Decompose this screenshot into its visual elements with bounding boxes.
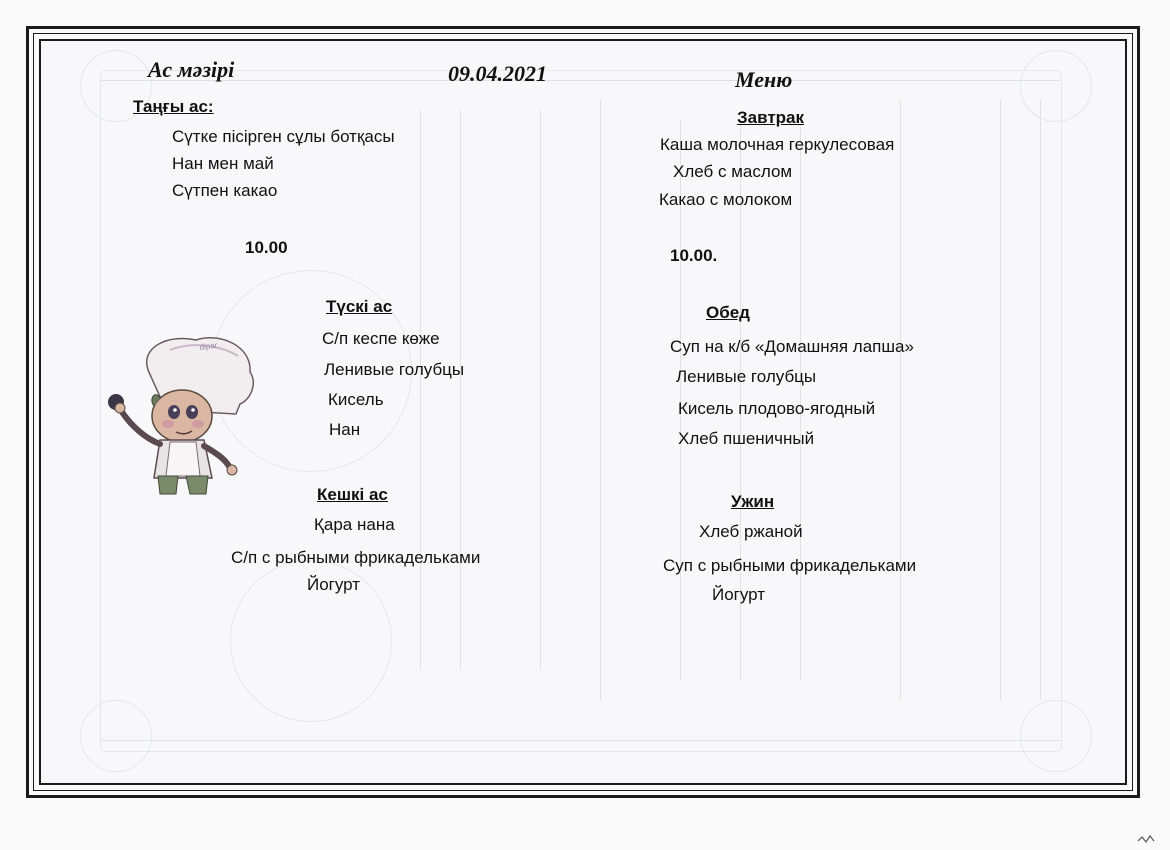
ru-lunch-item: Суп на к/б «Домашняя лапша» xyxy=(670,337,914,356)
ru-breakfast-time: 10.00. xyxy=(670,246,718,265)
ru-breakfast-item: Хлеб с маслом xyxy=(673,162,793,181)
ru-dinner-item: Хлеб ржаной xyxy=(699,522,803,541)
kk-breakfast-time: 10.00 xyxy=(245,238,288,257)
title-russian: Меню xyxy=(735,67,793,92)
kk-lunch-item: С/п кеспе көже xyxy=(322,329,440,348)
title-kazakh: Ас мәзірі xyxy=(148,57,235,82)
kk-dinner-item: С/п с рыбными фрикадельками xyxy=(231,548,481,567)
kk-breakfast-heading: Таңғы ас: xyxy=(133,97,214,116)
kk-dinner-heading: Кешкі ас xyxy=(317,485,388,504)
menu-date: 09.04.2021 xyxy=(448,61,547,86)
ru-lunch-item: Ленивые голубцы xyxy=(676,367,817,386)
ru-lunch-item: Хлеб пшеничный xyxy=(678,429,815,448)
ru-lunch-item: Кисель плодово-ягодный xyxy=(678,399,876,418)
ru-dinner-heading: Ужин xyxy=(731,492,775,511)
ru-dinner-item: Суп с рыбными фрикадельками xyxy=(663,556,917,575)
ru-lunch-heading: Обед xyxy=(706,303,750,322)
kk-dinner-item: Йогурт xyxy=(307,575,361,594)
kk-lunch-item: Нан xyxy=(329,420,361,439)
kk-breakfast-item: Нан мен май xyxy=(172,154,274,173)
ru-breakfast-item: Какао с молоком xyxy=(659,190,793,209)
kk-breakfast-item: Сүтпен какао xyxy=(172,181,278,200)
chef-hat-text: dipar xyxy=(199,340,218,352)
kk-lunch-heading: Түскі ас xyxy=(326,297,393,316)
chef-illustration xyxy=(100,328,260,498)
ru-breakfast-heading: Завтрак xyxy=(737,108,805,127)
ru-dinner-item: Йогурт xyxy=(712,585,766,604)
kk-lunch-item: Кисель xyxy=(328,390,384,409)
kk-breakfast-item: Сүтке пісірген сұлы ботқасы xyxy=(172,127,395,146)
kk-dinner-item: Қара нана xyxy=(314,515,395,534)
kk-lunch-item: Ленивые голубцы xyxy=(324,360,465,379)
ru-breakfast-item: Каша молочная геркулесовая xyxy=(660,135,895,154)
scan-mark xyxy=(1136,833,1156,845)
